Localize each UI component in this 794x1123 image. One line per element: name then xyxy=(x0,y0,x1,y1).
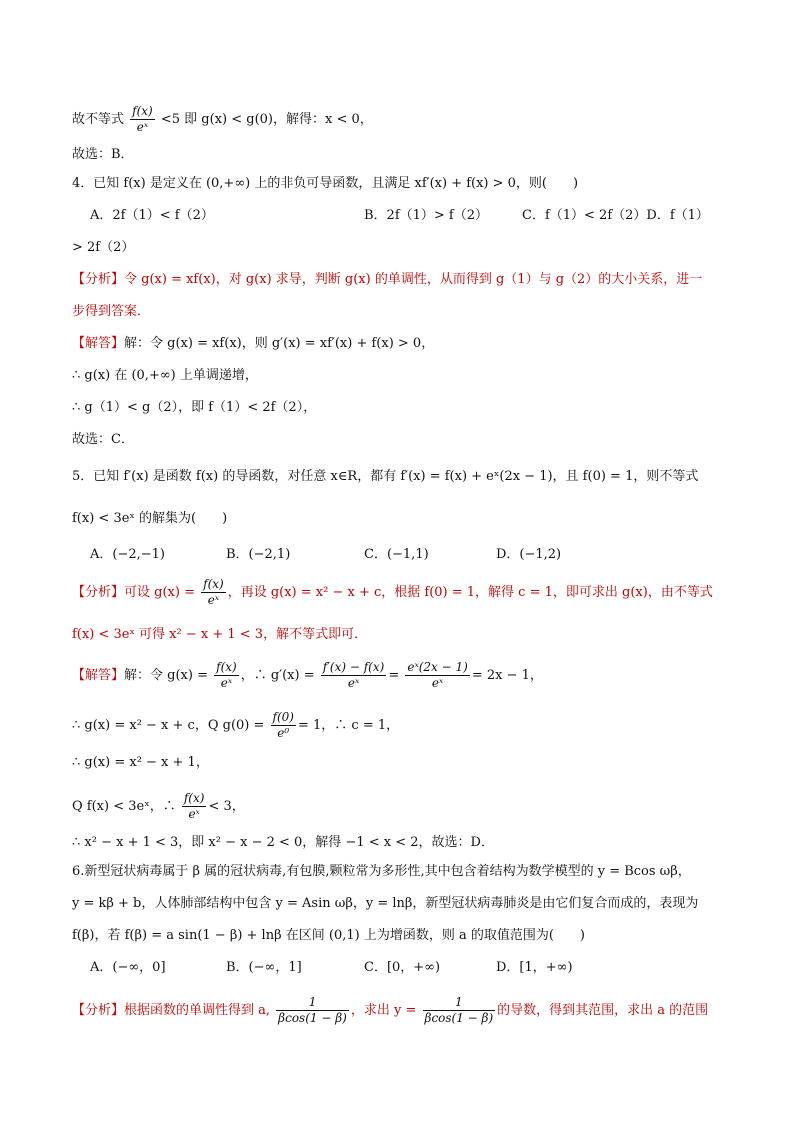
question-text: 5．已知 f′(x) 是函数 f(x) 的导函数，对任意 x∈R，都有 f′(x) = f(x) + eˣ(2x − 1)，且 f(0) = 1，则不等式 xyxy=(72,469,699,484)
fraction xyxy=(201,577,226,608)
option-label: B．(−2,1) xyxy=(226,547,291,562)
solution-text: ∴ g(x) = x² − x + c，Q g(0) = xyxy=(72,718,265,733)
analysis-text: 的导数，得到其范围，求出 a 的范围 xyxy=(497,1003,709,1018)
option-a xyxy=(90,546,165,564)
option-a xyxy=(90,207,214,225)
question-6-cont xyxy=(72,927,585,945)
fraction xyxy=(321,660,387,691)
text: <5 即 g(x) < g(0)，解得：x < 0， xyxy=(160,112,373,127)
question-text: f(x) < 3eˣ 的解集为( ) xyxy=(72,511,228,526)
option-label: D．[1，+∞) xyxy=(496,960,573,975)
numerator: f(x) xyxy=(183,791,205,805)
analysis-tag: 【分析】 xyxy=(72,1003,125,1018)
numerator: 1 xyxy=(276,995,349,1011)
option-label: A．(−2,−1) xyxy=(90,547,165,562)
denominator: e⁰ xyxy=(277,726,290,740)
option-label: A．(−∞，0] xyxy=(90,960,166,975)
option-d xyxy=(496,959,573,977)
analysis-line xyxy=(72,271,702,289)
numerator: f(x) xyxy=(132,104,153,118)
solution-tag: 【解答】 xyxy=(72,336,125,351)
denominator: eˣ xyxy=(136,120,149,134)
analysis-tag: 【分析】 xyxy=(72,585,125,600)
analysis-line xyxy=(72,303,150,321)
option-b xyxy=(226,546,290,564)
solution-text: 解：令 g(x) = xf(x)，则 g′(x) = xf′(x) + f(x) > 0， xyxy=(124,336,435,351)
analysis-text: 可设 g(x) = xyxy=(124,585,195,600)
question-text: y = kβ + b，人体肺部结构中包含 y = Asin ωβ，y = lnβ，新型冠状病毒肺炎是由它们复合而成的，表现为 xyxy=(72,896,699,911)
option-label: C．[0，+∞) xyxy=(364,960,441,975)
analysis-text: ，求出 y = xyxy=(350,1003,417,1018)
denominator: βcos(1 − β) xyxy=(278,1011,347,1025)
solution-line xyxy=(72,754,209,772)
analysis-text: 令 g(x) = xf(x)，对 g(x) 求导，判断 g(x) 的单调性，从而得到 g（1）与 g（2）的大小关系，进一 xyxy=(124,272,703,287)
denominator: eˣ xyxy=(431,676,444,690)
solution-line xyxy=(72,367,258,385)
text-line xyxy=(72,104,373,135)
analysis-text: 根据函数的单调性得到 a, xyxy=(124,1003,271,1018)
denominator: eˣ xyxy=(220,676,233,690)
solution-line xyxy=(72,335,434,353)
denominator: eˣ xyxy=(207,593,220,607)
denominator: eˣ xyxy=(347,676,360,690)
numerator: f(x) xyxy=(216,660,237,674)
solution-text: = xyxy=(388,668,400,683)
solution-text: = 2x − 1， xyxy=(471,668,543,683)
analysis-line xyxy=(72,626,367,644)
fraction xyxy=(214,660,239,691)
option-b xyxy=(364,207,488,225)
solution-text: ∴ x² − x + 1 < 3，即 x² − x − 2 < 0，解得 −1 < x < 2，故选：D． xyxy=(72,835,494,850)
solution-tag: 【解答】 xyxy=(72,668,125,683)
option-label: A．2f（1）< f（2） xyxy=(90,208,214,223)
numerator: f′(x) − f(x) xyxy=(322,660,385,674)
question-4 xyxy=(72,175,578,193)
fraction xyxy=(405,660,469,691)
solution-text: 故选：C． xyxy=(72,432,134,447)
solution-text: ∴ g(x) = x² − x + 1， xyxy=(72,755,209,770)
option-c xyxy=(364,959,440,977)
question-text: 4．已知 f(x) 是定义在 (0,+∞) 上的非负可导函数，且满足 xf′(x) + f(x) > 0，则( ) xyxy=(72,176,579,191)
fraction xyxy=(423,995,496,1026)
solution-text: ，∴ g′(x) = xyxy=(240,668,315,683)
solution-text: Q f(x) < 3eˣ，∴ xyxy=(72,799,176,814)
numerator: 1 xyxy=(423,995,496,1011)
analysis-text: f(x) < 3eˣ 可得 x² − x + 1 < 3，解不等式即可． xyxy=(72,627,368,642)
question-text: f(β)，若 f(β) = a sin(1 − β) + lnβ 在区间 (0,1) 上为增函数，则 a 的取值范围为( ) xyxy=(72,928,585,943)
question-5 xyxy=(72,468,698,486)
solution-line xyxy=(72,710,399,741)
text: 故选：B． xyxy=(72,147,134,162)
fraction xyxy=(130,104,155,135)
option-c xyxy=(364,546,429,564)
option-d-cont xyxy=(72,239,134,257)
analysis-line xyxy=(72,995,708,1026)
option-a xyxy=(90,959,166,977)
option-label: B．2f（1）> f（2） xyxy=(364,208,489,223)
solution-line xyxy=(72,660,543,691)
solution-line xyxy=(72,791,245,822)
text: 故不等式 xyxy=(72,112,125,127)
option-d xyxy=(496,546,561,564)
solution-text: ∴ g（1）< g（2），即 f（1）< 2f（2）， xyxy=(72,400,317,415)
fraction xyxy=(182,791,207,822)
solution-text: = 1，∴ c = 1， xyxy=(297,718,400,733)
option-label: C．f（1）< 2f（2）D．f（1） xyxy=(522,208,709,223)
option-c xyxy=(522,207,709,225)
solution-line xyxy=(72,399,316,417)
solution-line xyxy=(72,431,134,449)
denominator: βcos(1 − β) xyxy=(424,1011,494,1025)
question-5-cont xyxy=(72,510,227,528)
question-6 xyxy=(72,863,691,881)
analysis-text: 步得到答案． xyxy=(72,304,151,319)
analysis-tag: 【分析】 xyxy=(72,272,125,287)
solution-text: ∴ g(x) 在 (0,+∞) 上单调递增， xyxy=(72,368,258,383)
numerator: f(x) xyxy=(203,577,224,591)
option-b xyxy=(226,959,302,977)
analysis-line xyxy=(72,577,713,608)
option-label: D．(−1,2) xyxy=(496,547,562,562)
analysis-text: ，再设 g(x) = x² − x + c，根据 f(0) = 1，解得 c = 1，即可求出 g(x)，由不等式 xyxy=(227,585,713,600)
numerator: eˣ(2x − 1) xyxy=(407,660,468,674)
solution-line xyxy=(72,834,494,852)
fraction xyxy=(276,995,349,1026)
question-6-cont xyxy=(72,895,698,913)
fraction xyxy=(271,710,296,741)
numerator: f(0) xyxy=(272,710,294,724)
option-label: > 2f（2） xyxy=(72,240,135,255)
option-label: B．(−∞，1] xyxy=(226,960,302,975)
question-text: 6.新型冠状病毒属于 β 属的冠状病毒,有包膜,颗粒常为多形性,其中包含着结构为数学模型的 y = Bcos ωβ， xyxy=(72,864,691,879)
text-line xyxy=(72,146,134,164)
solution-text: < 3， xyxy=(208,799,245,814)
solution-text: 解：令 g(x) = xyxy=(124,668,208,683)
denominator: eˣ xyxy=(188,807,200,821)
option-label: C．(−1,1) xyxy=(364,547,429,562)
